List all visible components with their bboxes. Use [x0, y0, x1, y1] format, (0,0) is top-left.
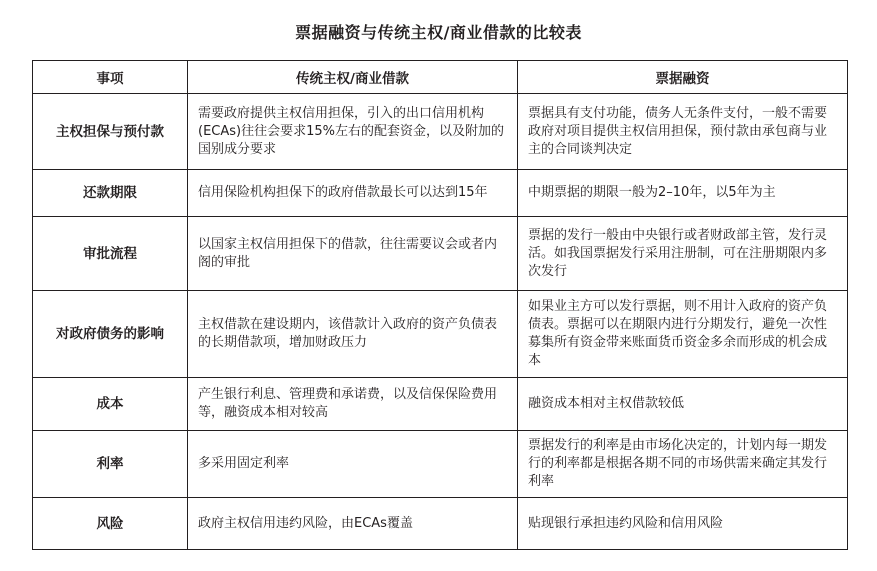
row-item-cell: 对政府债务的影响: [33, 291, 188, 378]
row-traditional-cell: 主权借款在建设期内，该借款计入政府的资产负债表的长期借款项，增加财政压力: [188, 291, 518, 378]
table-row: [33, 217, 848, 291]
header-traditional: 传统主权/商业借款: [188, 61, 518, 94]
row-item-cell: 成本: [33, 378, 188, 431]
row-bill-cell: 如果业主方可以发行票据，则不用计入政府的资产负债表。票据可以在期限内进行分期发行，避免一次性募集所有资金带来账面货币资金多余而形成的机会成本: [518, 291, 848, 378]
header-item: 事项: [33, 61, 188, 94]
row-traditional-cell: 多采用固定利率: [188, 431, 518, 498]
comparison-table: [32, 60, 848, 550]
row-item-cell: 利率: [33, 431, 188, 498]
row-bill-cell: 融资成本相对主权借款较低: [518, 378, 848, 431]
row-item-cell: 主权担保与预付款: [33, 94, 188, 170]
row-traditional-cell: 产生银行利息、管理费和承诺费，以及信保保险费用等，融资成本相对较高: [188, 378, 518, 431]
table-row: [33, 378, 848, 431]
row-traditional-cell: 以国家主权信用担保下的借款，往往需要议会或者内阁的审批: [188, 217, 518, 291]
row-bill-cell: 中期票据的期限一般为2–10年，以5年为主: [518, 170, 848, 217]
row-traditional-cell: 政府主权信用违约风险，由ECAs覆盖: [188, 498, 518, 550]
row-traditional-cell: 需要政府提供主权信用担保，引入的出口信用机构(ECAs)往往会要求15%左右的配套资金，以及附加的国别成分要求: [188, 94, 518, 170]
table-row: [33, 498, 848, 550]
table-row: [33, 291, 848, 378]
table-header-row: [33, 61, 848, 94]
row-item-cell: 风险: [33, 498, 188, 550]
row-bill-cell: 贴现银行承担违约风险和信用风险: [518, 498, 848, 550]
row-traditional-cell: 信用保险机构担保下的政府借款最长可以达到15年: [188, 170, 518, 217]
table-row: [33, 94, 848, 170]
table-row: [33, 431, 848, 498]
header-bill-financing: 票据融资: [518, 61, 848, 94]
table-row: [33, 170, 848, 217]
table-title: 票据融资与传统主权/商业借款的比较表: [295, 23, 582, 42]
row-bill-cell: 票据具有支付功能，债务人无条件支付，一般不需要政府对项目提供主权信用担保，预付款由承包商与业主的合同谈判决定: [518, 94, 848, 170]
row-bill-cell: 票据的发行一般由中央银行或者财政部主管，发行灵活。如我国票据发行采用注册制，可在注册期限内多次发行: [518, 217, 848, 291]
row-item-cell: 还款期限: [33, 170, 188, 217]
row-item-cell: 审批流程: [33, 217, 188, 291]
row-bill-cell: 票据发行的利率是由市场化决定的，计划内每一期发行的利率都是根据各期不同的市场供需来确定其发行利率: [518, 431, 848, 498]
